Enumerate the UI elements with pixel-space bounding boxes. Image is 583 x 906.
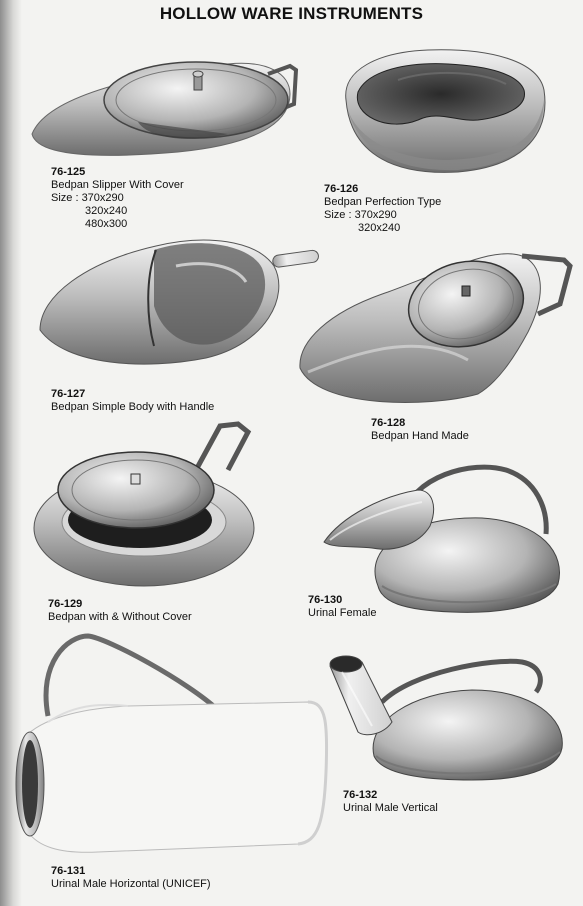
item-code: 76-125 <box>51 166 86 178</box>
item-76-126 <box>324 183 441 235</box>
item-name: Urinal Male Horizontal (UNICEF) <box>51 878 211 890</box>
item-name: Bedpan Slipper With Cover <box>51 179 184 191</box>
item-code: 76-126 <box>324 183 359 195</box>
item-name: Bedpan with & Without Cover <box>48 611 192 623</box>
item-size: 320x240 <box>85 205 128 217</box>
item-name: Urinal Male Vertical <box>343 802 438 814</box>
bedpan-simple-body-with-handle-image <box>36 226 320 370</box>
bedpan-slipper-with-cover-image <box>28 34 300 160</box>
item-size: Size : 370x290 <box>324 209 397 221</box>
item-code: 76-128 <box>371 417 406 429</box>
item-code: 76-131 <box>51 865 86 877</box>
bedpan-with-without-cover-image <box>30 418 266 594</box>
page-title: HOLLOW WARE INSTRUMENTS <box>159 4 424 23</box>
urinal-female-image <box>322 456 568 614</box>
item-name: Urinal Female <box>308 607 377 619</box>
item-size: 320x240 <box>358 222 401 234</box>
urinal-male-vertical-image <box>322 652 568 786</box>
item-76-131 <box>51 865 211 891</box>
item-code: 76-130 <box>308 594 343 606</box>
item-name: Bedpan Perfection Type <box>324 196 442 208</box>
item-76-129 <box>48 598 192 624</box>
item-size: 480x300 <box>85 218 128 230</box>
item-code: 76-127 <box>51 388 86 400</box>
item-size: Size : 370x290 <box>51 192 124 204</box>
item-name: Bedpan Hand Made <box>371 430 469 442</box>
item-76-128 <box>371 417 469 443</box>
item-76-132 <box>343 789 438 815</box>
item-76-127 <box>51 388 214 414</box>
bedpan-hand-made-image <box>298 232 576 408</box>
item-76-130 <box>308 594 376 620</box>
item-code: 76-129 <box>48 598 83 610</box>
item-code: 76-132 <box>343 789 378 801</box>
urinal-male-horizontal-image <box>8 632 330 858</box>
item-name: Bedpan Simple Body with Handle <box>51 401 215 413</box>
item-76-125 <box>51 166 184 231</box>
bedpan-perfection-type-image <box>338 40 552 180</box>
